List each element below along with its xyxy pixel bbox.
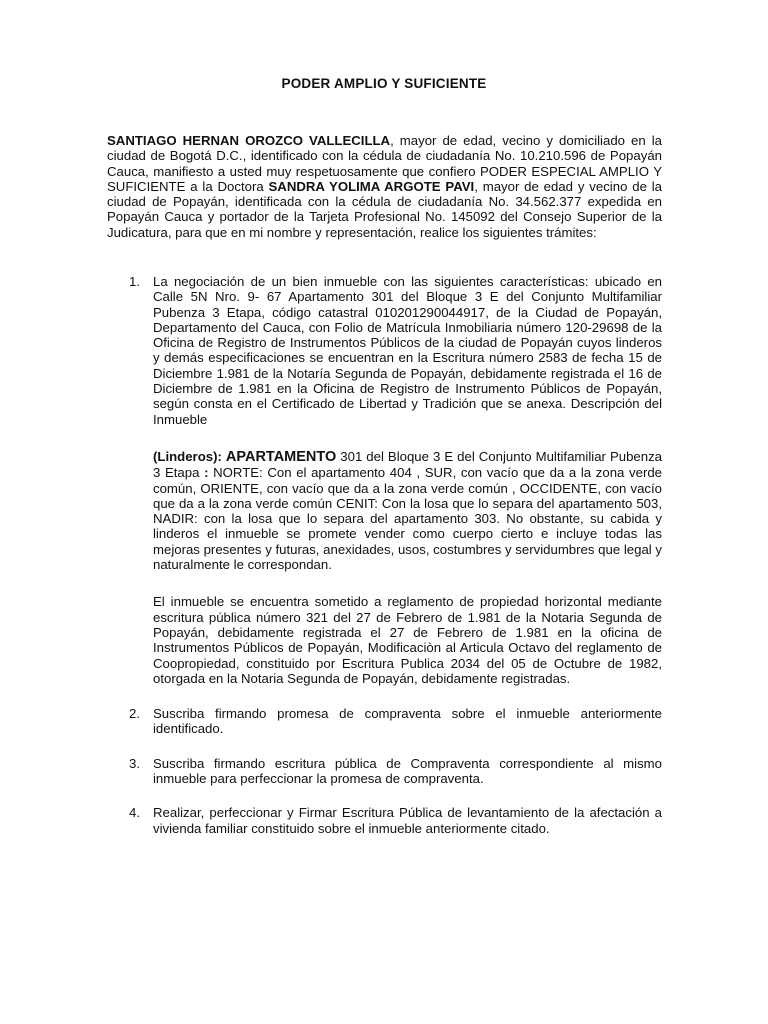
intro-text-part1: , mayor de edad, vecino y domiciliado en la ciudad de Bogotá D.C., identificado con la cédula de ciudadanía No. 10.210.596 de Popayán Cauca, manifiesto a usted muy respetuosamente que confiero PODER ESPECIAL AMPLIO Y SUFICIENTE a la Doctora [107, 133, 663, 194]
intro-paragraph [107, 133, 662, 240]
list-number-3: 3. [129, 755, 140, 771]
list-item-1 [107, 274, 662, 686]
boundaries-text-1: 301 del Bloque 3 E del Conjunto Multifamiliar Pubenza 3 Etapa [153, 448, 663, 481]
grantor-name: SANTIAGO HERNAN OROZCO VALLECILLA [107, 133, 391, 148]
list-item-3-text: Suscriba firmando escritura pública de Compraventa correspondiente al mismo inmueble para perfeccionar la promesa de compraventa. [153, 755, 662, 787]
property-boundaries [153, 449, 662, 572]
list-item-2-text: Suscriba firmando promesa de compraventa sobre el inmueble anteriormente identificado. [153, 706, 662, 737]
horizontal-property-paragraph: El inmueble se encuentra sometido a reglamento de propiedad horizontal mediante escritura pública número 321 del 27 de Febrero de 1.981 de la Notaria Segunda de Popayán, debidamente registrada el 27 de Febrero de 1.981 en la oficina de Instrumentos Públicos de Popayán, Modificaciòn al Articula Octavo del reglamento de Coopropiedad, constituido por Escritura Publica 2034 del 05 de Octubre de 1982, otorgada en la Notaria Segunda de Popayán, debidamente registradas. [153, 594, 662, 686]
boundaries-colon: : [204, 465, 209, 481]
list-item-4 [107, 805, 662, 836]
attorney-name: SANDRA YOLIMA ARGOTE PAVI [268, 178, 475, 194]
boundaries-text-2: NORTE: Con el apartamento 404 , SUR, con vacío que da a la zona verde común, ORIENTE, con vacío que da a la zona verde común , OCCIDENTE, con vacío que da a la zona verde común CENIT: Con la losa que lo separa del apartamento 503, NADIR: con la losa que lo separa del apartamento 303. No obstante, su cabida y linderos el inmueble se promete vender como cuerpo cierto e incluye todas las mejoras presentes y futuras, anexidades, usos, costumbres y servidumbres que legal y naturalmente le correspondan. [153, 465, 663, 573]
document-title: PODER AMPLIO Y SUFICIENTE [281, 76, 487, 91]
list-number-4: 4. [129, 805, 140, 821]
apartamento-label: APARTAMENTO [225, 448, 337, 465]
procedures-list [107, 274, 662, 836]
list-item-3 [107, 756, 662, 787]
list-item-2 [107, 706, 662, 737]
list-number-2: 2. [129, 706, 140, 722]
list-item-4-text: Realizar, perfeccionar y Firmar Escritura Pública de levantamiento de la afectación a vivienda familiar constituido sobre el inmueble anteriormente citado. [153, 805, 662, 836]
list-number-1: 1. [129, 274, 140, 289]
linderos-label: (Linderos): [153, 448, 222, 464]
intro-text-part2: , mayor de edad y vecino de la ciudad de Popayán, identificada con la cédula de ciudadanía No. 34.562.377 expedida en Popayán Cauca y portador de la Tarjeta Profesional No. 145092 del Consejo Superior de la Judicatura, para que en mi nombre y representación, realice los siguientes trámites: [107, 178, 662, 240]
property-description: La negociación de un bien inmueble con las siguientes características: ubicado en Calle 5N Nro. 9- 67 Apartamento 301 del Bloque 3 E del Conjunto Multifamiliar Pubenza 3 Etapa, código catastral 010201290044917, de la Ciudad de Popayán, Departamento del Cauca, con Folio de Matrícula Inmobiliaria número 120-29698 de la Oficina de Registro de Instrumentos Públicos de la ciudad de Popayán cuyos linderos y demás especificaciones se encuentran en la Escritura número 2583 de fecha 15 de Diciembre 1.981 de la Notaría Segunda de Popayán, debidamente registrada el 16 de Diciembre de 1.981 en la Oficina de Registro de Instrumento Públicos de Popayán, según consta en el Certificado de Libertad y Tradición que se anexa. Descripción del Inmueble [153, 274, 662, 427]
